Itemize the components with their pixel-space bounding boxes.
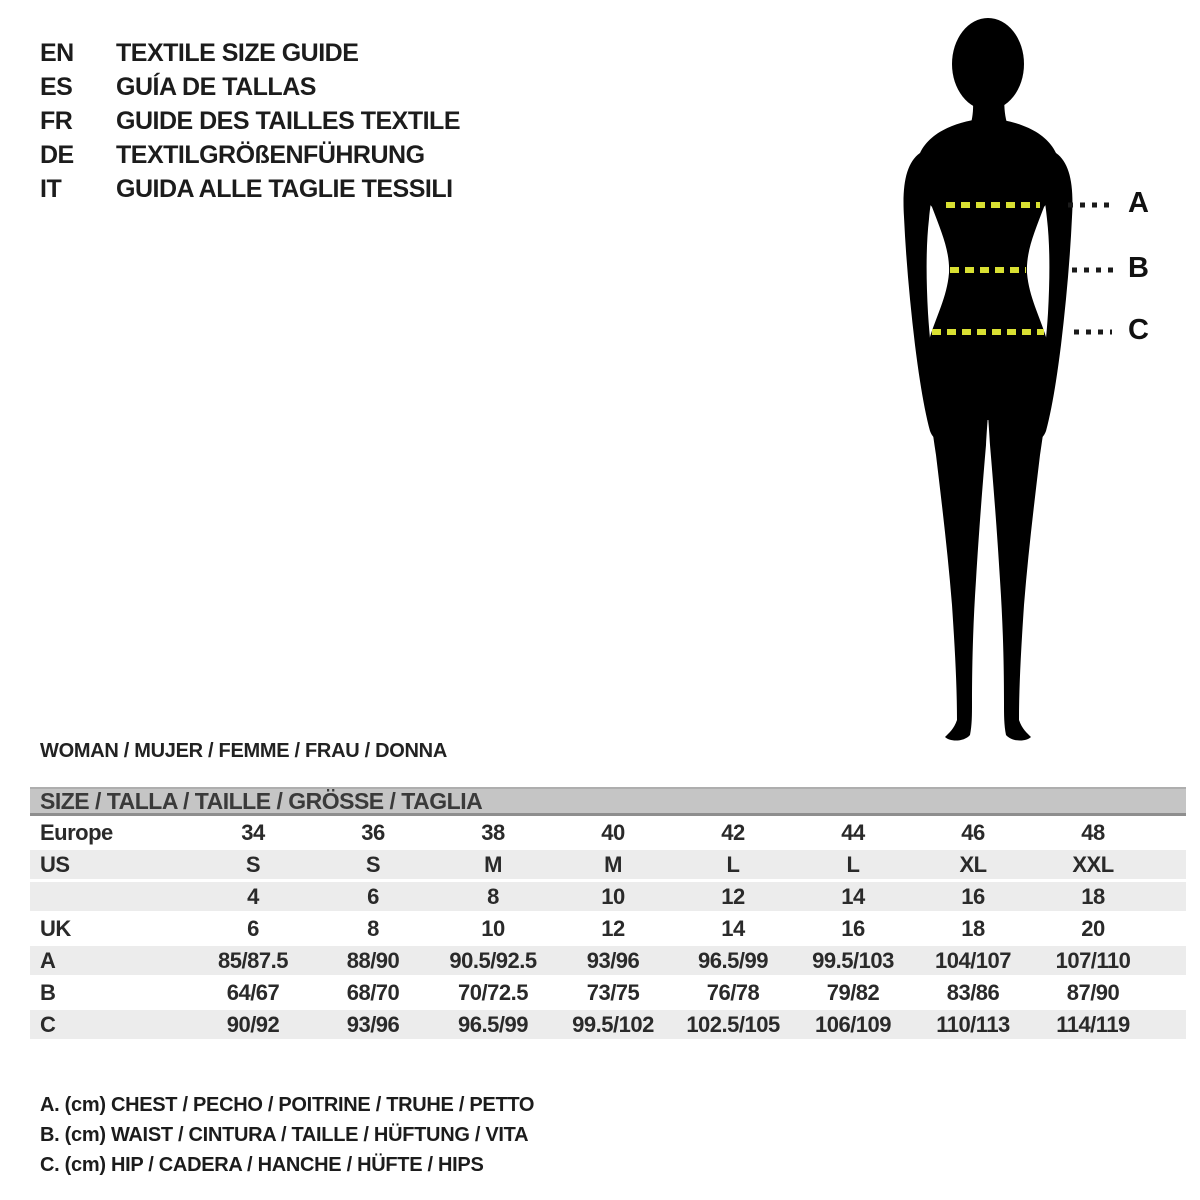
- table-row-europe: [30, 818, 1186, 847]
- size-cell: 87/90: [1066, 979, 1120, 1005]
- language-row: [40, 36, 460, 70]
- size-cell: 68/70: [346, 979, 400, 1005]
- size-cell: 18: [1081, 883, 1105, 909]
- size-cell: 14: [841, 883, 865, 909]
- language-code: DE: [40, 140, 74, 169]
- size-cell: 6: [367, 883, 379, 909]
- size-table-header-label: SIZE / TALLA / TAILLE / GRÖSSE / TAGLIA: [40, 787, 483, 814]
- language-title: GUIDE DES TAILLES TEXTILE: [116, 106, 461, 135]
- row-label: B: [40, 979, 56, 1005]
- size-table-header: [30, 787, 1186, 816]
- language-row: [40, 172, 460, 206]
- language-title: TEXTILGRÖßENFÜHRUNG: [116, 140, 425, 169]
- table-row-hip: [30, 1010, 1186, 1039]
- size-cell: 36: [361, 819, 385, 845]
- size-cell: 88/90: [346, 947, 400, 973]
- size-cell: M: [484, 851, 502, 877]
- size-cell: 83/86: [946, 979, 1000, 1005]
- row-label: A: [40, 947, 56, 973]
- size-cell: 40: [601, 819, 625, 845]
- table-row-us-numeric: [30, 882, 1186, 911]
- size-cell: 46: [961, 819, 985, 845]
- size-cell: 96.5/99: [698, 947, 768, 973]
- language-title: GUIDA ALLE TAGLIE TESSILI: [116, 174, 453, 203]
- size-cell: 110/113: [936, 1011, 1010, 1037]
- language-title: TEXTILE SIZE GUIDE: [116, 38, 359, 67]
- size-table-rows: [30, 818, 1186, 1039]
- language-list: [40, 36, 460, 206]
- language-title: GUÍA DE TALLAS: [116, 72, 316, 101]
- size-cell: S: [365, 851, 381, 877]
- size-cell: 107/110: [1055, 947, 1131, 973]
- language-row: [40, 104, 460, 138]
- size-cell: 16: [961, 883, 985, 909]
- size-cell: 12: [721, 883, 745, 909]
- size-cell: 14: [721, 915, 745, 941]
- language-code: IT: [40, 174, 62, 203]
- size-cell: 93/96: [586, 947, 640, 973]
- measurement-label-c: C: [1128, 314, 1149, 346]
- language-row: [40, 70, 460, 104]
- size-cell: 73/75: [586, 979, 640, 1005]
- row-label: US: [40, 851, 70, 877]
- size-cell: 18: [961, 915, 985, 941]
- size-cell: 12: [601, 915, 625, 941]
- size-cell: 64/67: [226, 979, 280, 1005]
- size-cell: 96.5/99: [458, 1011, 528, 1037]
- size-cell: 104/107: [934, 947, 1012, 973]
- table-row-chest: [30, 946, 1186, 975]
- language-code: EN: [40, 38, 74, 67]
- size-cell: L: [726, 851, 740, 877]
- size-cell: 102.5/105: [686, 1011, 780, 1037]
- size-cell: 44: [841, 819, 865, 845]
- size-cell: 79/82: [826, 979, 880, 1005]
- size-cell: S: [245, 851, 261, 877]
- size-cell: 106/109: [814, 1011, 892, 1037]
- measurement-label-b: B: [1128, 252, 1149, 284]
- legend-line-chest: A. (cm) CHEST / PECHO / POITRINE / TRUHE / PETTO: [40, 1094, 535, 1116]
- size-cell: L: [846, 851, 860, 877]
- woman-silhouette: [888, 15, 1158, 745]
- size-cell: 38: [481, 819, 505, 845]
- size-cell: XXL: [1072, 851, 1114, 877]
- size-cell: 10: [601, 883, 625, 909]
- legend-line-waist: B. (cm) WAIST / CINTURA / TAILLE / HÜFTUNG / VITA: [40, 1124, 529, 1146]
- table-row-uk: [30, 914, 1186, 943]
- size-cell: 99.5/102: [572, 1011, 654, 1037]
- table-row-us: [30, 850, 1186, 879]
- gender-heading: WOMAN / MUJER / FEMME / FRAU / DONNA: [40, 740, 447, 762]
- size-cell: 76/78: [706, 979, 760, 1005]
- size-cell: M: [604, 851, 622, 877]
- size-cell: 4: [247, 883, 259, 909]
- row-label: UK: [40, 915, 71, 941]
- language-code: ES: [40, 72, 73, 101]
- size-cell: 85/87.5: [218, 947, 288, 973]
- size-cell: 42: [721, 819, 745, 845]
- size-cell: XL: [959, 851, 987, 877]
- measurement-legend: [40, 1090, 534, 1180]
- legend-line-hip: C. (cm) HIP / CADERA / HANCHE / HÜFTE / HIPS: [40, 1154, 484, 1176]
- size-cell: 34: [241, 819, 265, 845]
- size-cell: 6: [247, 915, 259, 941]
- row-label: C: [40, 1011, 56, 1037]
- size-cell: 48: [1081, 819, 1105, 845]
- size-table: [30, 787, 1186, 1042]
- size-cell: 99.5/103: [812, 947, 894, 973]
- size-cell: 114/119: [1056, 1011, 1130, 1037]
- size-cell: 10: [481, 915, 505, 941]
- measurement-label-a: A: [1128, 187, 1149, 219]
- size-figure: [888, 15, 1158, 745]
- size-cell: 20: [1081, 915, 1105, 941]
- size-cell: 70/72.5: [458, 979, 528, 1005]
- table-row-waist: [30, 978, 1186, 1007]
- size-cell: 93/96: [346, 1011, 400, 1037]
- size-cell: 8: [487, 883, 499, 909]
- size-cell: 90.5/92.5: [449, 947, 537, 973]
- size-cell: 8: [367, 915, 379, 941]
- language-row: [40, 138, 460, 172]
- size-cell: 90/92: [226, 1011, 280, 1037]
- language-code: FR: [40, 106, 73, 135]
- size-cell: 16: [841, 915, 865, 941]
- row-label: Europe: [40, 819, 113, 845]
